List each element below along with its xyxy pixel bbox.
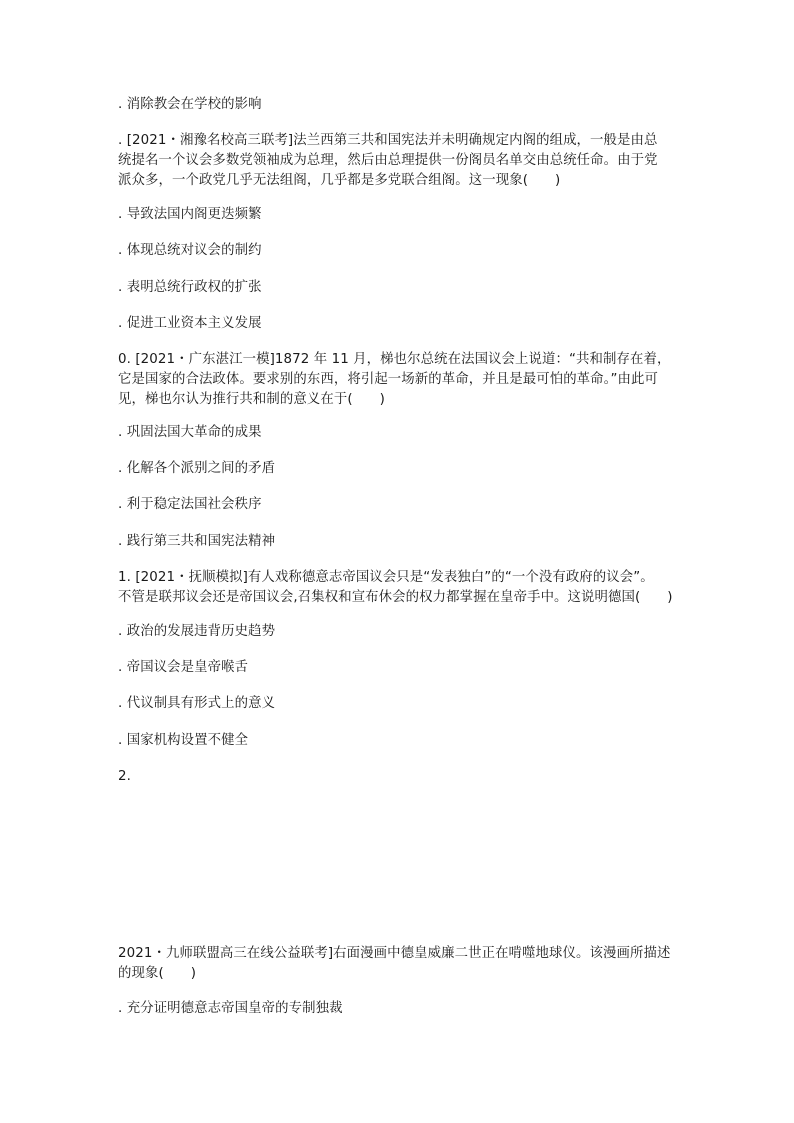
question-11-option-d: . 国家机构设置不健全 — [118, 733, 249, 748]
question-10-line-2: 它是国家的合法政体。要求别的东西，将引起一场新的革命，并且是最可怕的革命。”由此可 — [118, 372, 658, 387]
question-9-option-d: . 促进工业资本主义发展 — [118, 316, 262, 331]
question-9-line-1: . [2021・湘豫名校高三联考]法兰西第三共和国宪法并未明确规定内阁的组成，一般是由总 — [118, 133, 658, 148]
question-10-option-d: . 践行第三共和国宪法精神 — [118, 534, 276, 549]
question-11-option-a: . 政治的发展违背历史趋势 — [118, 624, 276, 639]
question-11-stem — [118, 568, 684, 608]
question-10-option-c: . 利于稳定法国社会秩序 — [118, 497, 262, 512]
question-9-line-3: 派众多，一个政党几乎无法组阁，几乎都是多党联合组阁。这一现象( ) — [118, 173, 561, 188]
question-9-option-c: . 表明总统行政权的扩张 — [118, 280, 262, 295]
question-10-stem — [118, 350, 684, 410]
question-10-option-b: . 化解各个派别之间的矛盾 — [118, 461, 276, 476]
question-12-line-1: 2021・九师联盟高三在线公益联考]右面漫画中德皇威廉二世正在啃噬地球仪。该漫画所描述 — [118, 946, 671, 961]
question-11-option-c: . 代议制具有形式上的意义 — [118, 696, 276, 711]
question-10-option-a: . 巩固法国大革命的成果 — [118, 425, 262, 440]
question-12-option-a: . 充分证明德意志帝国皇帝的专制独裁 — [118, 1001, 343, 1016]
question-10-line-3: 见，梯也尔认为推行共和制的意义在于( ) — [118, 392, 385, 407]
question-9-option-a: . 导致法国内阁更迭频繁 — [118, 207, 262, 222]
question-12-number: 2. — [118, 769, 131, 784]
question-11-line-2: 不管是联邦议会还是帝国议会,召集权和宣布休会的权力都掌握在皇帝手中。这说明德国( ) — [118, 590, 673, 605]
question-9-stem — [118, 131, 684, 191]
option-line: . 消除教会在学校的影响 — [118, 97, 262, 112]
question-10-line-1: 0. [2021・广东湛江一模]1872 年 11 月，梯也尔总统在法国议会上说道：“共和制存在着， — [118, 352, 671, 367]
question-12-stem — [118, 944, 684, 984]
question-12-line-2: 的现象( ) — [118, 966, 197, 981]
question-9-option-b: . 体现总统对议会的制约 — [118, 243, 262, 258]
question-9-line-2: 统提名一个议会多数党领袖成为总理，然后由总理提供一份阁员名单交由总统任命。由于党 — [118, 153, 658, 168]
question-11-line-1: 1. [2021・抚顺模拟]有人戏称德意志帝国议会只是“发表独白”的“一个没有政府的议会”。 — [118, 570, 654, 585]
question-11-option-b: . 帝国议会是皇帝喉舌 — [118, 660, 249, 675]
